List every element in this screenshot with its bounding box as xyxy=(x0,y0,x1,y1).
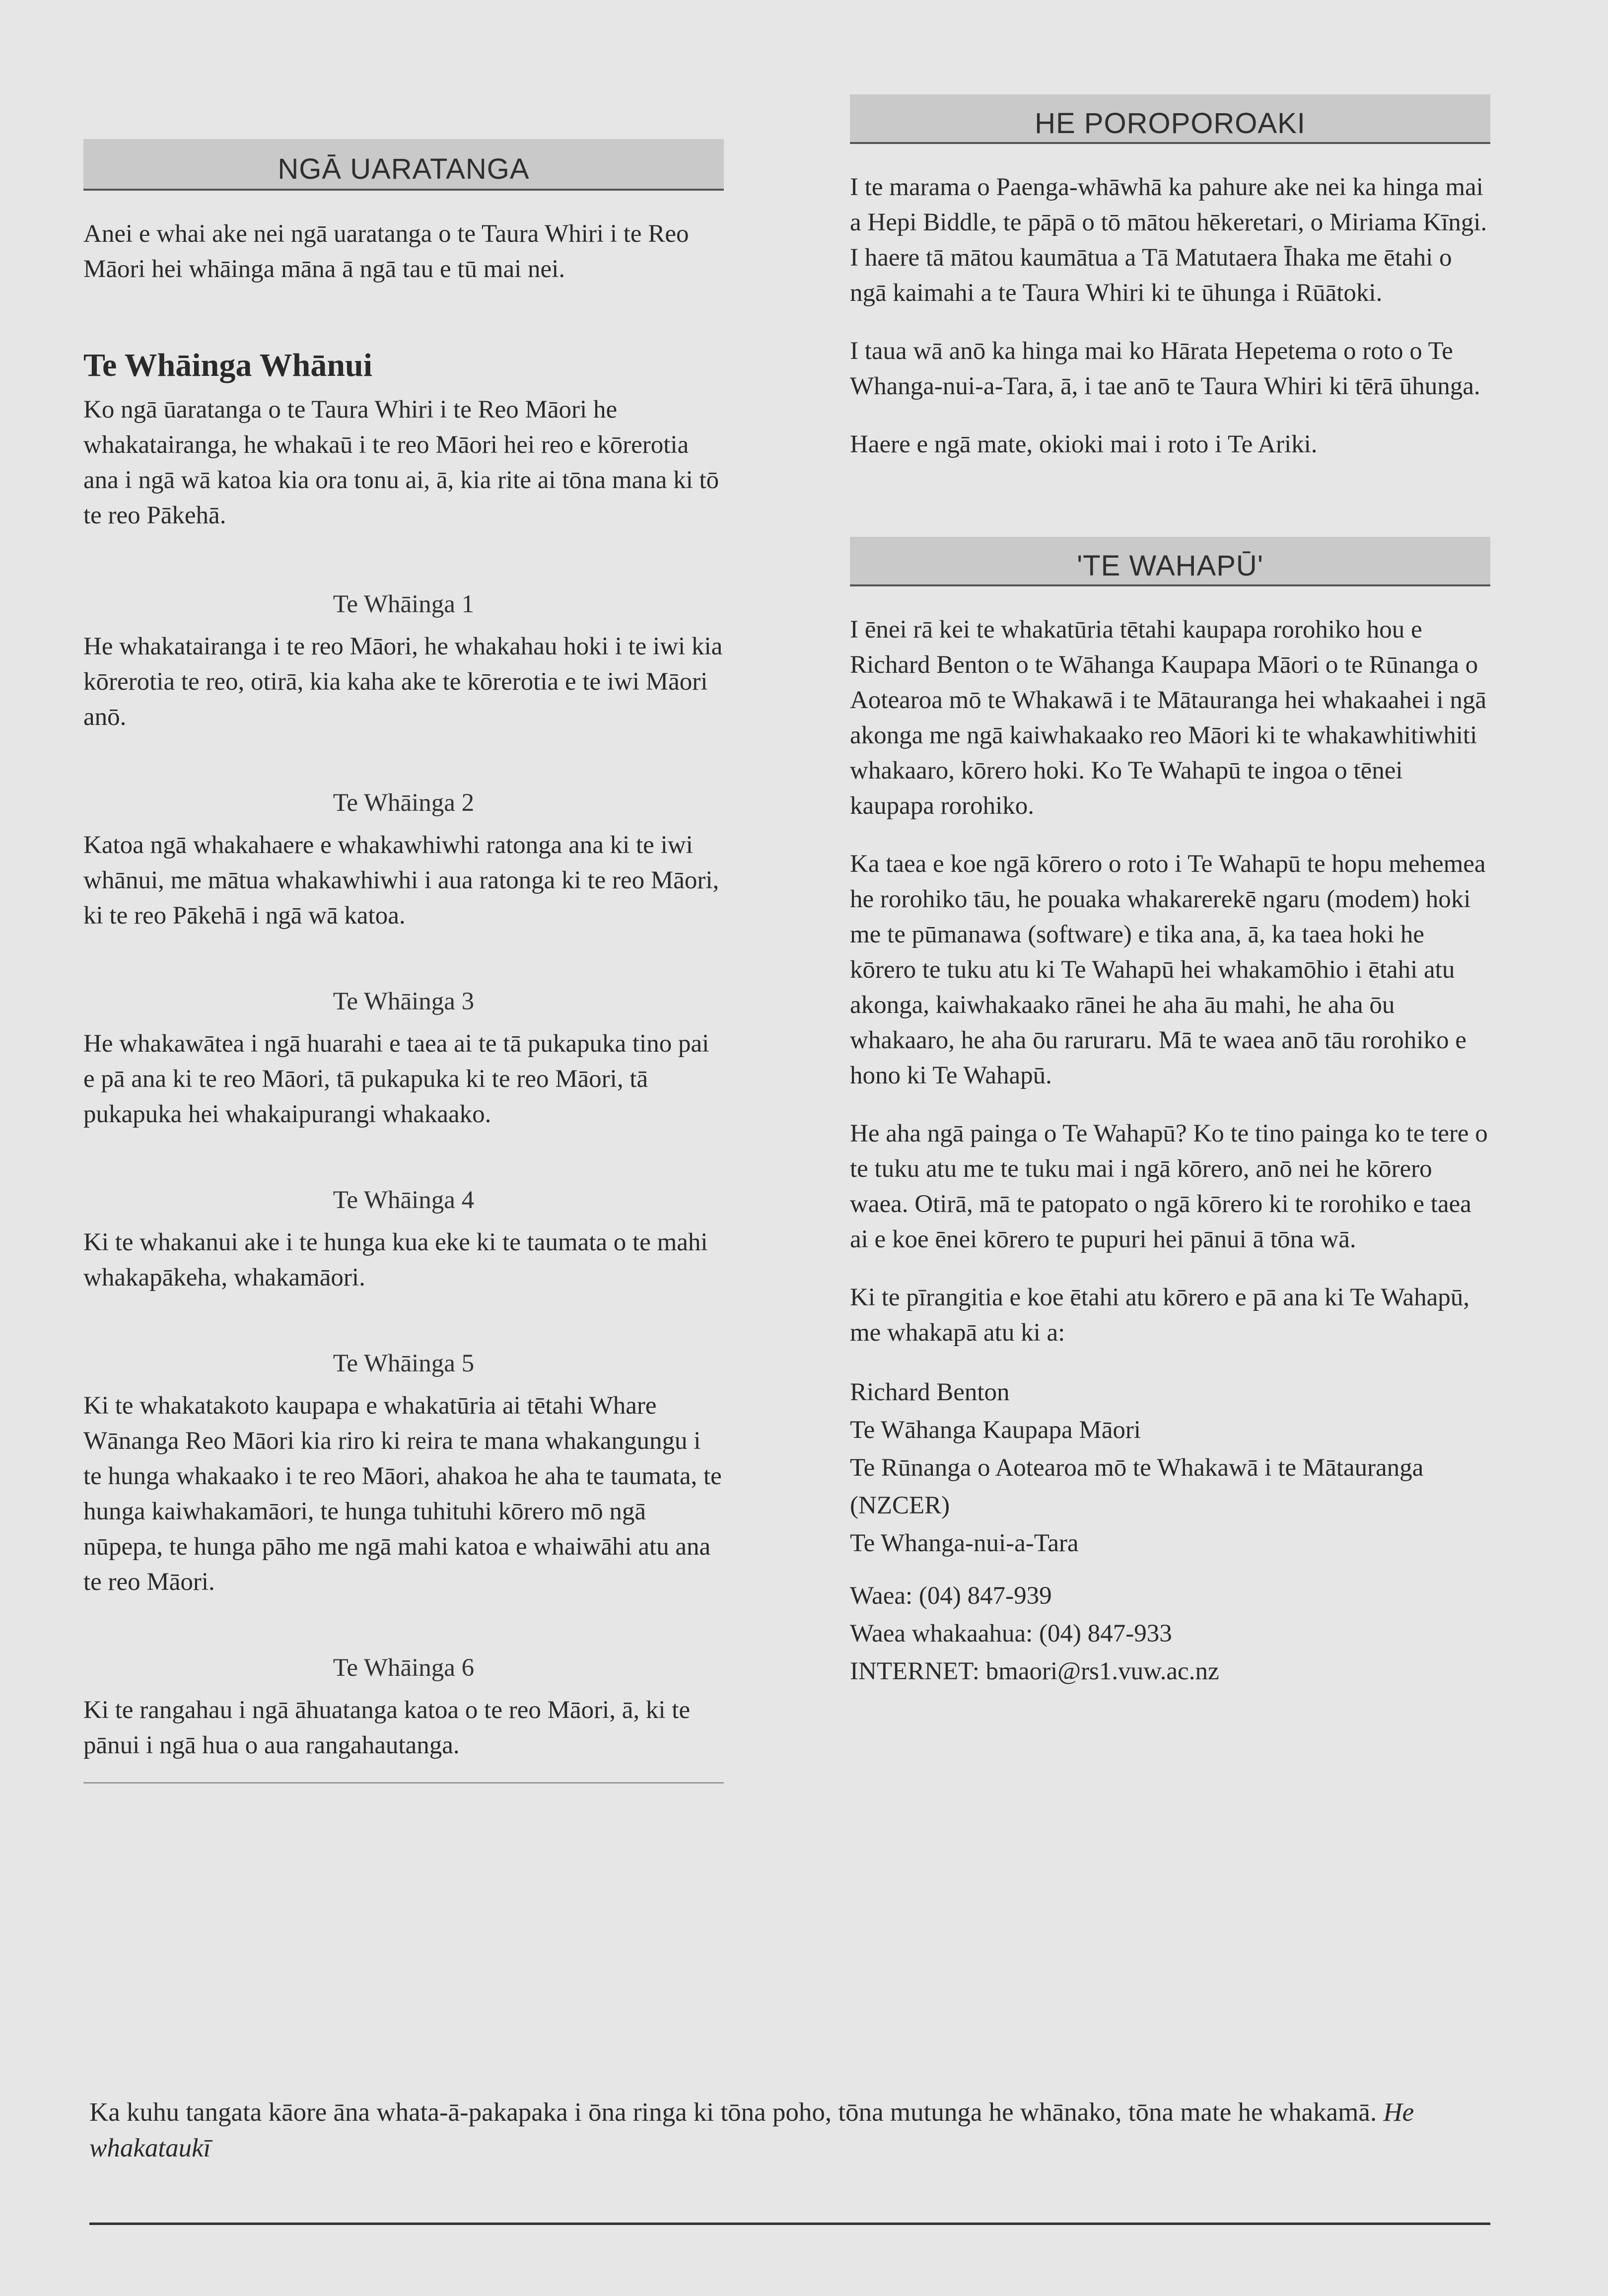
footer-rule xyxy=(89,2223,1490,2225)
general-goal-paragraph: Ko ngā ūaratanga o te Taura Whiri i te Reo Māori he whakatairanga, he whakaū i te reo Māori hei reo e kōrerotia ana i ngā wā katoa kia ora tonu ai, ā, kia rite ai tōna mana ki tō te reo Pākehā. xyxy=(83,396,719,529)
proverb-attribution: He whakataukī xyxy=(89,2098,1414,2162)
goal-title: Te Whāinga 1 xyxy=(333,590,475,618)
wahapu-paragraph: Ki te pīrangitia e koe ētahi atu kōrero e pā ana ki Te Wahapū, me whakapā atu ki a: xyxy=(850,1284,1469,1347)
intro-paragraph: Anei e whai ake nei ngā uaratanga o te Taura Whiri i te Reo Māori hei whāinga māna ā ngā tau e tū mai nei. xyxy=(83,220,689,283)
section-heading-uaratanga: NGĀ UARATANGA xyxy=(83,139,724,191)
address-line: Te Whanga-nui-a-Tara xyxy=(850,1529,1079,1557)
wahapu-paragraph: He aha ngā painga o Te Wahapū? Ko te tino painga ko te tere o te tuku atu me te tuku mai i ngā kōrero, anō nei he kōrero waea. Otirā, mā te patopato o ngā kōrero ki te rorohiko e taea ai e koe ēnei kōrero te pupuri hei pānui ā tōna wā. xyxy=(850,1120,1488,1253)
wahapu-paragraph: I ēnei rā kei te whakatūria tētahi kaupapa rorohiko hou e Richard Benton o te Wāhanga Kaupapa Māori o te Rūnanga o Aotearoa mō te Whakawā i te Mātauranga hei whakaahei i ngā akonga me ngā kaiwhakaako reo Māori ki te whakawhitiwhiti whakaaro, kōrero hoki. Ko Te Wahapū te ingoa o tēnei kaupapa rorohiko. xyxy=(850,616,1486,820)
address-line: Richard Benton xyxy=(850,1378,1010,1406)
address-line: Te Rūnanga o Aotearoa mō te Whakawā i te Mātauranga (NZCER) xyxy=(850,1454,1424,1519)
section-heading-wahapu: 'TE WAHAPŪ' xyxy=(850,537,1490,586)
goal-text: Ki te whakatakoto kaupapa e whakatūria ai tētahi Whare Wānanga Reo Māori kia riro ki reira te mana whakangungu i te hunga whakaako i te reo Māori, ahakoa he aha te taumata, te hunga kaiwhakamāori, te hunga tuhituhi kōrero mō ngā nūpepa, te hunga pāho me ngā mahi katoa e whaiwāhi atu ana te reo Māori. xyxy=(83,1392,722,1596)
phone-line: Waea: (04) 847-939 xyxy=(850,1582,1052,1610)
goal-text: He whakawātea i ngā huarahi e taea ai te tā pukapuka tino pai e pā ana ki te reo Māori, tā pukapuka ki te reo Māori, tā pukapuka hei whakaipurangi whakaako. xyxy=(83,1030,709,1128)
fax-line: Waea whakaahua: (04) 847-933 xyxy=(850,1620,1172,1648)
goal-title: Te Whāinga 2 xyxy=(333,789,475,817)
poroporoaki-paragraph: I taua wā anō ka hinga mai ko Hārata Hepetema o roto o Te Whanga-nui-a-Tara, ā, i tae anō te Taura Whiri ki tērā ūhunga. xyxy=(850,337,1480,400)
internet-line: INTERNET: bmaori@rs1.vuw.ac.nz xyxy=(850,1657,1219,1685)
wahapu-paragraph: Ka taea e koe ngā kōrero o roto i Te Wahapū te hopu mehemea he rorohiko tāu, he pouaka whakarerekē ngaru (modem) hoki me te pūmanawa (software) e tika ana, ā, ka taea hoki he kōrero te tuku atu ki Te Wahapū hei whakamōhio i ētahi atu akonga, kaiwhakaako rānei he aha āu mahi, he aha ōu whakaaro, he aha ōu raruraru. Mā te waea anō tāu rorohiko e hono ki Te Wahapū. xyxy=(850,850,1486,1089)
goal-text: Ki te rangahau i ngā āhuatanga katoa o te reo Māori, ā, ki te pānui i ngā hua o aua rangahautanga. xyxy=(83,1696,691,1759)
left-column xyxy=(83,139,724,1784)
goal-title: Te Whāinga 6 xyxy=(333,1654,475,1682)
address-line: Te Wāhanga Kaupapa Māori xyxy=(850,1416,1141,1444)
goal-text: Ki te whakanui ake i te hunga kua eke ki te taumata o te mahi whakapākeha, whakamāori. xyxy=(83,1228,708,1292)
contact-address xyxy=(850,1373,1490,1562)
goal-text: He whakatairanga i te reo Māori, he whakahau hoki i te iwi kia kōrerotia te reo, otirā, kia kaha ake te kōrerotia e te iwi Māori anō. xyxy=(83,633,723,731)
goal-text: Katoa ngā whakahaere e whakawhiwhi ratonga ana ki te iwi whānui, me mātua whakawhiwhi i aua ratonga ki te reo Māori, ki te reo Pākehā i ngā wā katoa. xyxy=(83,831,719,930)
proverb-text: Ka kuhu tangata kāore āna whata-ā-pakapaka i ōna ringa ki tōna poho, tōna mutunga he whānako, tōna mate he whakamā. xyxy=(89,2098,1377,2127)
goal-title: Te Whāinga 4 xyxy=(333,1186,475,1214)
poroporoaki-paragraph: I te marama o Paenga-whāwhā ka pahure ake nei ka hinga mai a Hepi Biddle, te pāpā o tō mātou hēkeretari, o Miriama Kīngi. I haere tā mātou kaumātua a Tā Matutaera Īhaka me ētahi o ngā kaimahi a te Taura Whiri ki te ūhunga i Rūātoki. xyxy=(850,173,1487,307)
goal-title: Te Whāinga 3 xyxy=(333,988,475,1015)
section-heading-poroporoaki: HE POROPOROAKI xyxy=(850,94,1490,144)
goal-title: Te Whāinga 5 xyxy=(333,1350,475,1377)
footer-proverb xyxy=(89,2094,1509,2166)
column-divider xyxy=(83,1782,724,1784)
contact-details xyxy=(850,1577,1490,1690)
right-column xyxy=(850,94,1490,1690)
subheading-whainga-whanui: Te Whāinga Whānui xyxy=(83,347,373,383)
poroporoaki-paragraph: Haere e ngā mate, okioki mai i roto i Te Ariki. xyxy=(850,430,1318,458)
